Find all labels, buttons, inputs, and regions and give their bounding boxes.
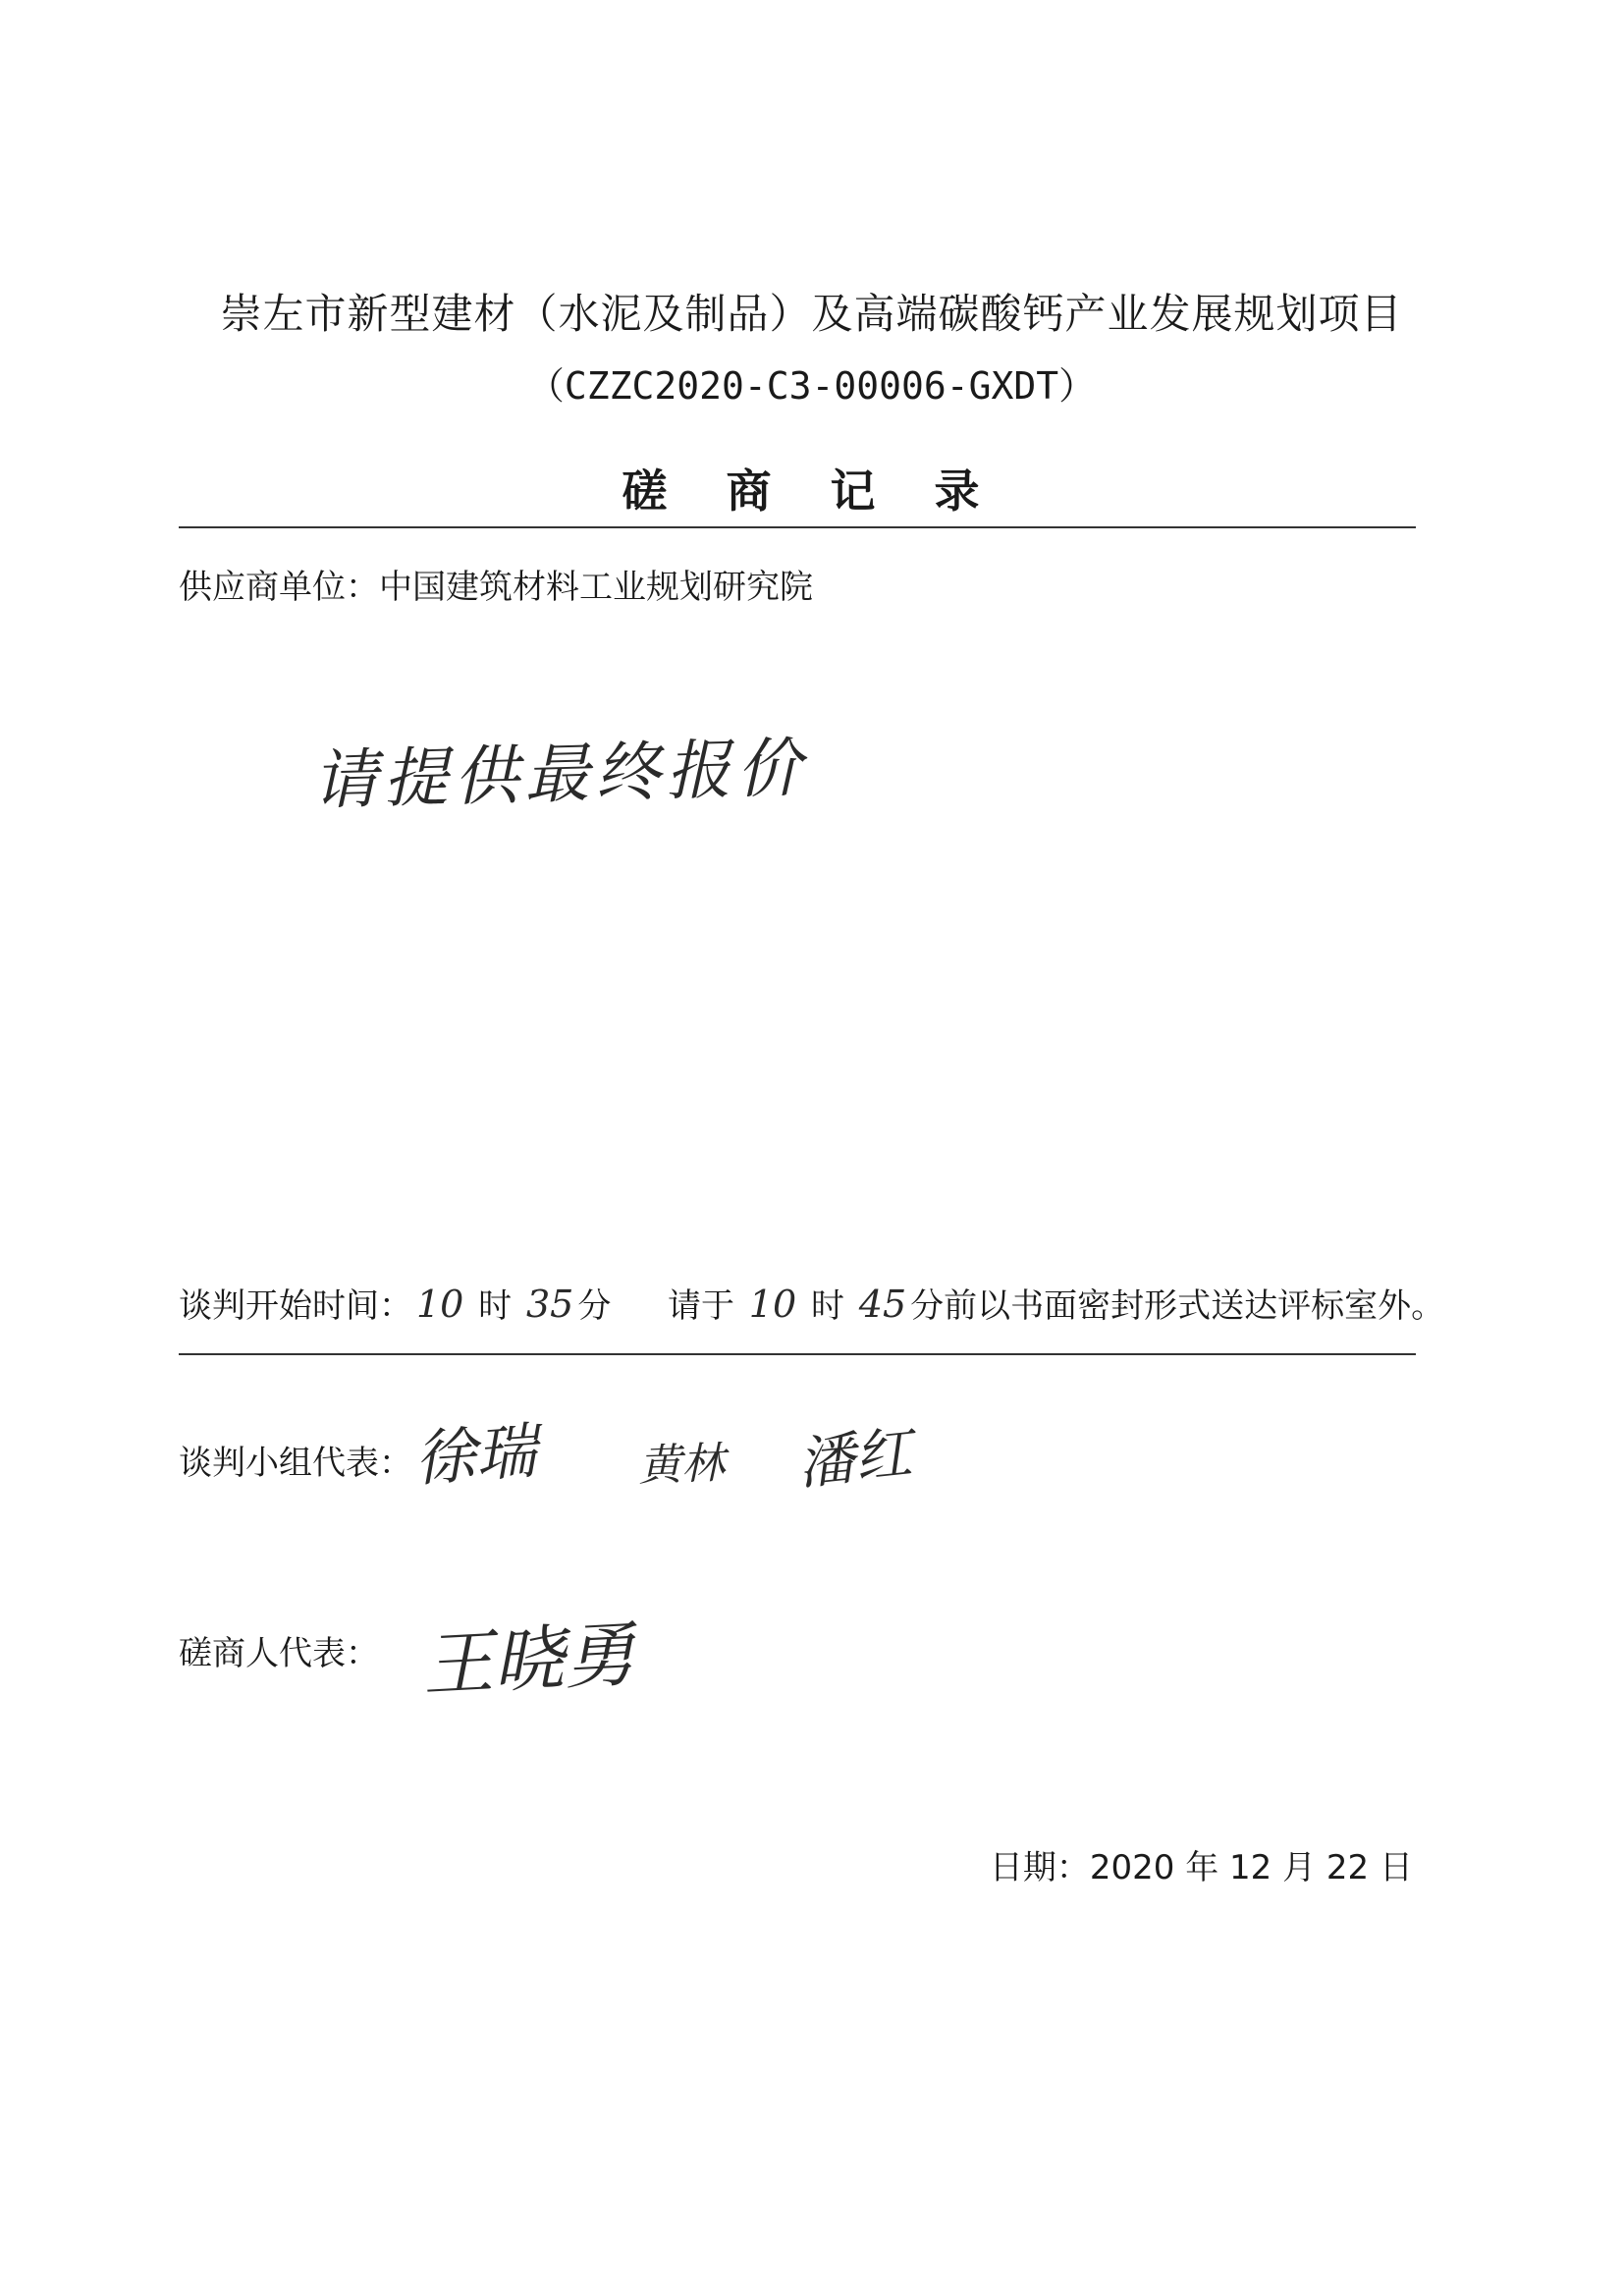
date-day: 22 [1325, 1848, 1370, 1887]
start-minute-handwritten: 35 [525, 1283, 574, 1326]
supplier-label: 供应商单位： [179, 568, 379, 607]
date-year: 2020 [1089, 1848, 1175, 1887]
minute-unit: 分 [577, 1286, 612, 1326]
deadline-hour-handwritten: 10 [748, 1283, 797, 1326]
handwritten-note: 请提供最终报价 [311, 730, 809, 819]
deadline-minute-handwritten: 45 [858, 1283, 907, 1326]
date-year-unit: 年 [1185, 1848, 1219, 1887]
team-signature-2: 黄林 [637, 1438, 727, 1492]
team-signature-3: 潘红 [794, 1419, 915, 1498]
negotiation-team-label: 谈判小组代表： [179, 1444, 412, 1483]
date-line [990, 1846, 1413, 1889]
request-suffix: 分前以书面密封形式送达评标室外。 [910, 1286, 1445, 1326]
document-title: 崇左市新型建材（水泥及制品）及高端碳酸钙产业发展规划项目 [220, 290, 1403, 338]
project-code: （CZZC2020-C3-00006-GXDT） [526, 364, 1097, 408]
supplier-line [179, 566, 813, 609]
date-month: 12 [1229, 1848, 1272, 1887]
date-month-unit: 月 [1282, 1848, 1317, 1887]
consultation-rep-label: 磋商人代表： [179, 1634, 379, 1673]
supplier-name: 中国建筑材料工业规划研究院 [379, 568, 813, 607]
record-heading: 磋 商 记 录 [622, 465, 1001, 518]
date-day-unit: 日 [1380, 1848, 1413, 1887]
deadline-hour-unit: 时 [810, 1286, 844, 1326]
consultation-rep-signature: 王晓勇 [420, 1613, 637, 1707]
date-label: 日期： [989, 1848, 1090, 1887]
divider-middle [179, 1353, 1416, 1355]
hour-unit: 时 [478, 1286, 513, 1326]
negotiation-time-line [179, 1283, 1444, 1328]
team-signature-1: 徐瑞 [411, 1414, 539, 1496]
time-label: 谈判开始时间： [179, 1286, 412, 1326]
start-hour-handwritten: 10 [416, 1283, 464, 1326]
divider-top [179, 526, 1416, 528]
request-prefix: 请于 [667, 1286, 734, 1326]
